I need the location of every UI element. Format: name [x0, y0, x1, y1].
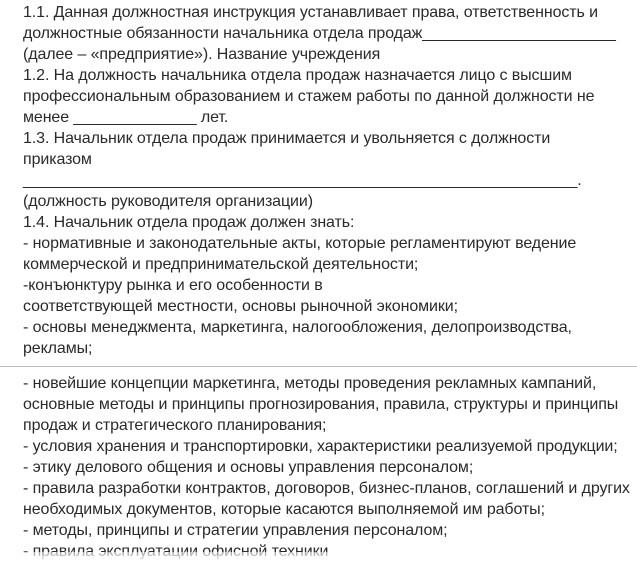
text-line: - основы менеджмента, маркетинга, налогообложения, делопроизводства,: [23, 319, 572, 336]
text-line: -конъюнктуру рынка и его особенности в: [23, 277, 323, 294]
document-section-bottom: [23, 373, 637, 562]
text-line: - новейшие концепции маркетинга, методы проведения рекламных кампаний,: [23, 375, 597, 392]
text-line: 1.3. Начальник отдела продаж принимается и увольняется с должности: [23, 130, 551, 147]
text-line: (должность руководителя организации): [23, 193, 313, 210]
document-section-top: [23, 2, 637, 359]
text-line: - нормативные и законодательные акты, которые регламентируют ведение: [23, 235, 577, 252]
text-line: соответствующей местности, основы рыночной экономики;: [23, 298, 458, 315]
text-line: необходимых документов, которые касаются выполняемой им работы;: [23, 501, 545, 518]
signature-blank-line: _______________________________________________________________.: [23, 172, 582, 189]
text-line: (далее – «предприятие»). Название учреждения: [23, 46, 381, 63]
text-line: менее ______________ лет.: [23, 109, 229, 126]
text-line: продаж и стратегического планирования;: [23, 417, 327, 434]
text-line: - условия хранения и транспортировки, характеристики реализуемой продукции;: [23, 438, 618, 455]
text-line: профессиональным образованием и стажем работы по данной должности не: [23, 88, 595, 105]
text-line: - этику делового общения и основы управления персоналом;: [23, 459, 474, 476]
text-line: основные методы и принципы прогнозирования, правила, структуры и принципы: [23, 396, 619, 413]
text-line: должностные обязанности начальника отдела продаж______________________: [23, 25, 616, 42]
text-line: рекламы;: [23, 340, 93, 357]
text-line: 1.1. Данная должностная инструкция устанавливает права, ответственность и: [23, 4, 598, 21]
text-line: 1.2. На должность начальника отдела продаж назначается лицо с высшим: [23, 67, 572, 84]
text-line: коммерческой и предпринимательской деятельности;: [23, 256, 419, 273]
text-line: 1.4. Начальник отдела продаж должен знать:: [23, 214, 355, 231]
section-divider: [0, 366, 637, 367]
text-line: - методы, принципы и стратегии управления персоналом;: [23, 522, 448, 539]
bottom-fade-overlay: [0, 552, 637, 569]
text-line: приказом: [23, 151, 92, 168]
text-line: - правила разработки контрактов, договоров, бизнес-планов, соглашений и других: [23, 480, 630, 497]
